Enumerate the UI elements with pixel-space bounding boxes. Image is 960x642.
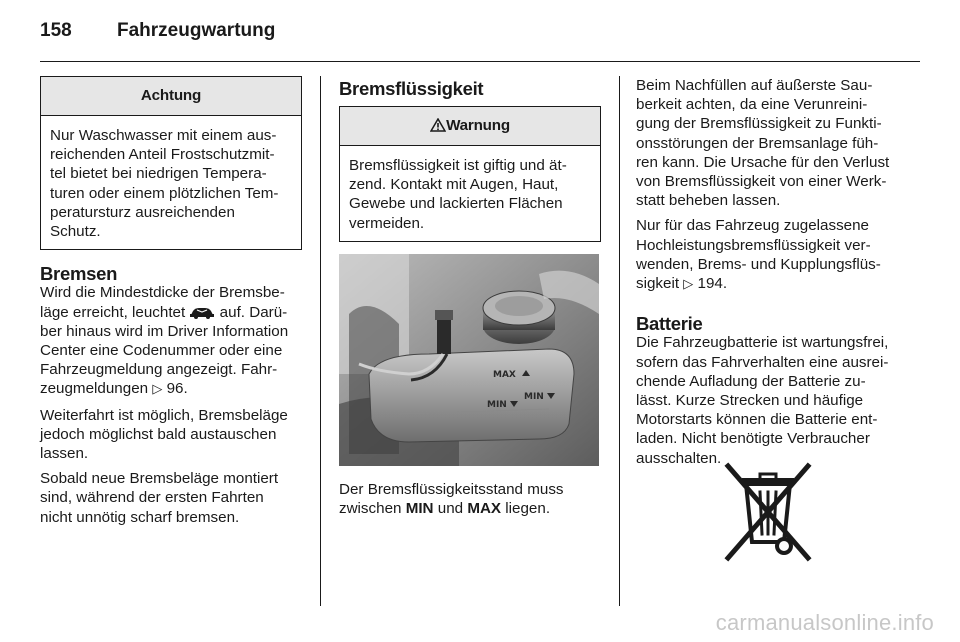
text-line: Hochleistungsbremsflüssigkeit ver- xyxy=(636,236,871,254)
column-divider-1 xyxy=(320,76,321,606)
caution-line: tel bietet bei niedrigen Tempera- xyxy=(50,165,267,183)
brake-fluid-heading: Bremsflüssigkeit xyxy=(339,78,484,99)
warning-line: Gewebe und lackierten Flächen xyxy=(349,195,563,213)
text-line: statt beheben lassen. xyxy=(636,192,781,210)
text-line: chende Aufladung der Batterie zu- xyxy=(636,372,866,390)
text-line: lässt. Kurze Strecken und häufige xyxy=(636,392,864,410)
text-line: Center eine Codenummer oder eine xyxy=(40,342,283,360)
brakes-paragraph-2 xyxy=(40,406,302,464)
caution-box xyxy=(40,76,302,250)
text-line: sigkeit xyxy=(636,275,680,293)
text-fragment: und xyxy=(433,500,468,518)
text-line: von Bremsflüssigkeit von einer Werk- xyxy=(636,173,887,191)
warning-box xyxy=(339,106,601,242)
reservoir-illustration xyxy=(339,254,599,466)
crossed-out-bin-icon xyxy=(714,458,822,566)
text-line: lassen. xyxy=(40,445,89,463)
text-line: sofern das Fahrverhalten eine ausrei- xyxy=(636,353,889,371)
warning-title-bar xyxy=(340,107,600,146)
column-divider-2 xyxy=(619,76,620,606)
text-line: berkeit achten, da eine Verunreini- xyxy=(636,96,868,114)
warning-line: zend. Kontakt mit Augen, Haut, xyxy=(349,176,559,194)
text-line: Wird die Mindestdicke der Bremsbe- xyxy=(40,284,285,302)
text-line: gung der Bremsflüssigkeit zu Funkti- xyxy=(636,115,882,133)
reference-arrow-icon: ▷ xyxy=(683,277,694,293)
brakes-heading: Bremsen xyxy=(40,263,118,285)
left-column xyxy=(40,76,302,533)
watermark: carmanualsonline.info xyxy=(715,610,934,635)
header-rule xyxy=(40,61,920,62)
text-line: läge erreicht, leuchtet xyxy=(40,303,186,321)
caution-line: peratursturz ausreichenden xyxy=(50,203,235,221)
text-line: Der Bremsflüssigkeitsstand muss xyxy=(339,480,564,498)
max-mark-label: MAX xyxy=(493,369,516,380)
caution-title: Achtung xyxy=(41,77,301,116)
text-line: Fahrzeugmeldung angezeigt. Fahr- xyxy=(40,361,278,379)
text-line: sind, während der ersten Fahrten xyxy=(40,489,264,507)
text-line: ausschalten. xyxy=(636,449,722,467)
text-line: laden. Nicht benötigte Verbraucher xyxy=(636,430,870,448)
brakes-paragraph-1 xyxy=(40,283,302,399)
text-line: onsstörungen der Bremsanlage füh- xyxy=(636,134,879,152)
reference-arrow-icon: ▷ xyxy=(152,382,163,398)
text-line: jedoch möglichst bald austauschen xyxy=(40,425,277,443)
min-mark-label-2: MIN xyxy=(524,391,544,402)
text-fragment: auf. Darü- xyxy=(215,303,288,321)
warning-title: Warnung xyxy=(446,117,510,134)
warning-text xyxy=(340,146,600,241)
max-label: MAX xyxy=(467,500,502,518)
refill-paragraph xyxy=(636,76,918,210)
caution-line: reichenden Anteil Frostschutzmit- xyxy=(50,146,275,164)
brake-fluid-reservoir-photo xyxy=(339,254,599,466)
fluid-spec-paragraph xyxy=(636,216,918,294)
min-mark-label: MIN xyxy=(487,399,507,410)
warning-triangle-icon xyxy=(430,118,446,132)
text-line: Beim Nachfüllen auf äußerste Sau- xyxy=(636,77,873,94)
text-line: ber hinaus wird im Driver Information xyxy=(40,322,289,340)
middle-column xyxy=(339,76,601,524)
text-line: ren kann. Die Ursache für den Verlust xyxy=(636,153,890,171)
battery-heading: Batterie xyxy=(636,313,703,335)
page-reference[interactable]: 96. xyxy=(166,380,188,398)
text-line: Sobald neue Bremsbeläge montiert xyxy=(40,470,279,488)
text-line: Nur für das Fahrzeug zugelassene xyxy=(636,217,870,235)
text-line: wenden, Brems- und Kupplungsflüs- xyxy=(636,255,881,273)
caution-text xyxy=(41,116,301,249)
page-reference[interactable]: 194. xyxy=(697,275,728,293)
text-fragment: zwischen xyxy=(339,500,406,518)
text-line: zeugmeldungen xyxy=(40,380,149,398)
warning-line: Bremsflüssigkeit ist giftig und ät- xyxy=(349,157,567,174)
brake-fluid-caption xyxy=(339,480,601,518)
text-line: nicht unnötig scharf bremsen. xyxy=(40,508,240,526)
text-fragment: liegen. xyxy=(501,500,551,518)
text-line: Weiterfahrt ist möglich, Bremsbeläge xyxy=(40,406,288,424)
min-label: MIN xyxy=(405,500,434,518)
brake-pad-car-icon xyxy=(189,305,215,319)
right-column xyxy=(636,76,918,474)
text-line: Die Fahrzeugbatterie ist wartungsfrei, xyxy=(636,334,889,352)
text-line: Motorstarts können die Batterie ent- xyxy=(636,411,878,429)
warning-line: vermeiden. xyxy=(349,214,425,232)
brakes-paragraph-3 xyxy=(40,469,302,527)
battery-paragraph xyxy=(636,333,918,467)
page-number: 158 xyxy=(40,20,72,41)
caution-line: turen oder einem plötzlichen Tem- xyxy=(50,184,279,202)
page-title: Fahrzeugwartung xyxy=(117,20,276,41)
caution-line: Schutz. xyxy=(50,223,101,241)
caution-line: Nur Waschwasser mit einem aus- xyxy=(50,127,277,144)
